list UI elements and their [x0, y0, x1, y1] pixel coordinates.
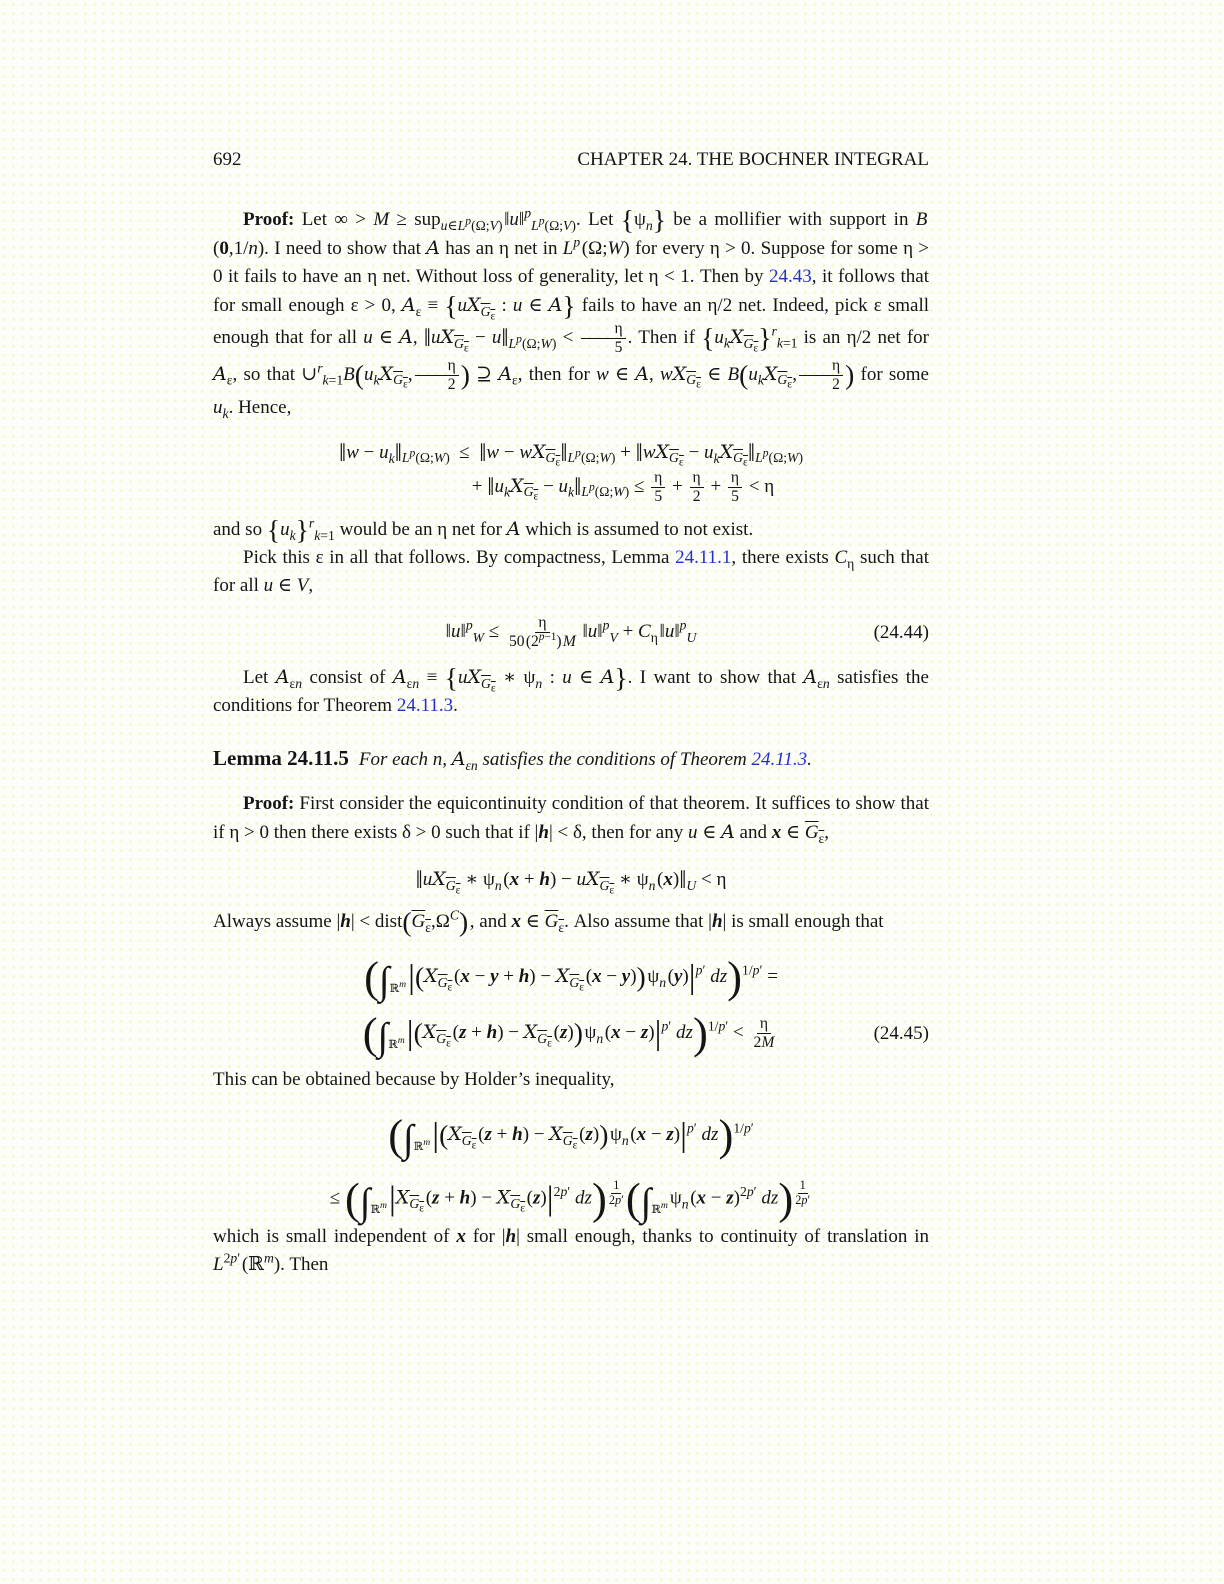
equation-24-45	[213, 1007, 929, 1059]
equation-equicontinuity: $‖uX_{G_\varepsilon}$ ∗ $\psi_n$ $(x + h) - uX_{G_\varepsilon}$ ∗ $\psi_n$ $(x)‖_U < \eta$	[415, 865, 727, 897]
page-header	[213, 146, 929, 174]
paragraph-pick-epsilon: Pick this ε in all that follows. By compactness, Lemma 24.11.1, there exists $C_\eta$ such that for all u ∈ V,	[213, 547, 929, 597]
lemma-title: Lemma 24.11.5	[213, 746, 349, 771]
ref-24-43[interactable]: 24.43	[768, 266, 812, 287]
page-number: 692	[213, 149, 242, 170]
equation-tag-24-44: (24.44)	[873, 621, 929, 643]
equation-holder-rhs: ≤ ($\int_{ℝ^m}|X_{G_\varepsilon}$ $(z + h) - X_{G_\varepsilon}$ $(z)|^{2p'}$ dz) $^{\frac{1}{2p'}}$ ($\int_{ℝ^m}$ $\psi_n$ $(x - z)^{2p'}$ dz) $^{\frac{1}{2p'}}$	[329, 1173, 811, 1225]
equation-norm-chain	[213, 438, 929, 506]
paragraph-proof-2: Proof: First consider the equicontinuity condition of that theorem. It suffices to show that if η > 0 then there exists δ > 0 such that if |h| < δ, then for any u ∈ A and x ∈ $G_\varepsilon$,	[213, 793, 929, 847]
equation-24-44	[213, 614, 929, 651]
equation-norm-line-1: ‖w − $u_k‖_{L^p(\Omega;W)}$ ≤ ‖w − $wX_{G_\varepsilon}‖_{L^p(\Omega;W)}$ + $‖wX_{G_\varepsilon}$ − $u_kX_{G_\varepsilon}‖_{L^p(\Omega;W)}$	[339, 437, 803, 470]
lemma-24-11-5	[213, 744, 929, 774]
paragraph-net-conclusion: and so $\{u_k\}^r_{k=1}$ would be an η net for A which is assumed to not exist.	[213, 514, 754, 546]
paragraph-holder: This can be obtained because by Holder’s inequality,	[213, 1069, 615, 1091]
equation-norm-line-2: + $‖u_kX_{G_\varepsilon}$ − $u_k‖_{L^p(\Omega;W)}$ ≤ $\frac{\eta}{5}$ + $\frac{\eta}{2}$ + $\frac{\eta}{5}$ < η	[471, 468, 775, 505]
equation-holder-lhs: ($\int_{ℝ^m}|(X_{G_\varepsilon}$ $(z + h) - X_{G_\varepsilon}$ (z)) $\psi_n$ $(x - z)|^{p'}$ dz)$^{1/p'}$	[388, 1109, 754, 1161]
lemma-body: For each n, $A_{\varepsilon n}$ satisfies the conditions of Theorem 24.11.3.	[358, 748, 812, 774]
equation-24-44-body: ‖u‖$^p_W$ ≤ $\frac{\eta}{50 (2^{p-1}) M}$ ‖u‖$^p_V$ + $C_\eta$ ‖u‖$^p_U$	[445, 614, 697, 651]
equation-convolution-shift: ($\int_{ℝ^m}|(X_{G_\varepsilon}$ $(x - y + h) - X_{G_\varepsilon}$ (x − y)) $\psi_n$ $(y)|^{p'}$ dz)$^{1/p'}$ =	[364, 952, 778, 1003]
paragraph-proof-1: Proof: Let ∞ > M ≥ sup$_{u\in L^p(\Omega;V)}$ ‖u‖$^p_{L^p(\Omega;V)}$. Let $\{\psi_n\}$ be a mollifier with support in B (0,1/n). I need to show that A has an η net in $L^p$ (Ω;W) for every η > 0. Suppose for some η > 0 it fails to have an η net. Without loss of generality, let η < 1. Then by 24.43, it follows that for small enough ε > 0, $A_\varepsilon \equiv \{uX_{G_\varepsilon}$ : u ∈ A} fails to have an η/2 net. Indeed, pick ε small enough that for all u ∈ A, $‖uX_{G_\varepsilon}$ − $u‖_{L^p(\Omega;W)}$ < $\frac{\eta}{5}$ . Then if $\{u_kX_{G_\varepsilon}\}^r_{k=1}$ is an η/2 net for $A_\varepsilon$, so that $\cup^r_{k=1}B(u_kX_{G_\varepsilon}$, $\frac{\eta}{2}$ ) ⊇ $A_\varepsilon$, then for w ∈ A, $wX_{G_\varepsilon}$ ∈ $B(u_kX_{G_\varepsilon}$, $\frac{\eta}{2}$ ) for some $u_k$. Hence,	[213, 204, 930, 421]
paragraph-a-epsilon-n: Let $A_{\varepsilon n}$ consist of $A_{\varepsilon n} \equiv \{uX_{G_\varepsilon}$ ∗ $\psi_n$ : u ∈ A}. I want to show that $A_{\varepsilon n}$ satisfies the conditions for Theorem 24.11.3.	[213, 662, 929, 717]
ref-24-11-1[interactable]: 24.11.1	[675, 547, 732, 569]
paragraph-always-assume: Always assume $|h| < dist(G_\varepsilon,\Omega^C)$ , and x ∈ $G_\varepsilon$. Also assume that |h| is small enough that	[213, 906, 884, 938]
equation-tag-24-45: (24.45)	[873, 1022, 929, 1044]
document-page	[213, 146, 929, 1279]
equation-24-45-body: ($\int_{ℝ^m}|(X_{G_\varepsilon}$ $(z + h) - X_{G_\varepsilon}$ (z)) $\psi_n$ $(x - z)|^{p'}$ dz)$^{1/p'}$ < $\frac{\eta}{2M}$	[362, 1007, 775, 1059]
ref-24-11-3-lemma[interactable]: 24.11.3	[751, 749, 808, 771]
ref-24-11-3[interactable]: 24.11.3	[396, 695, 454, 717]
paragraph-translation-continuity: which is small independent of x for |h| small enough, thanks to continuity of translation in $L^{2p'}$ (ℝ$^m$). Then	[213, 1225, 929, 1275]
chapter-header: CHAPTER 24. THE BOCHNER INTEGRAL	[577, 149, 929, 170]
